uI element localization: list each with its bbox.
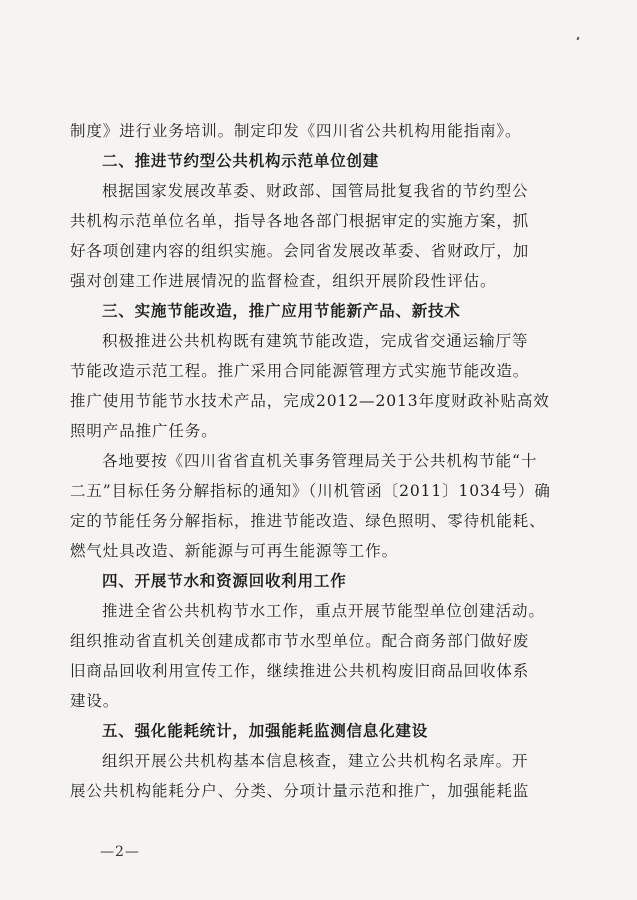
paragraph-line: 各地要按《四川省省直机关事务管理局关于公共机构节能“十	[102, 452, 538, 470]
paragraph-line: 二五”目标任务分解指标的通知》（川机管函〔2011〕1034号）确	[70, 482, 551, 500]
paragraph-line: 照明产品推广任务。	[70, 422, 218, 440]
paragraph-line: 好各项创建内容的组织实施。会同省发展改革委、省财政厅，加	[70, 242, 530, 260]
section-heading-4: 四、开展节水和资源回收利用工作	[102, 571, 347, 590]
paragraph-line: 积极推进公共机构既有建筑节能改造，完成省交通运输厅等	[102, 332, 529, 350]
section-heading-3: 三、实施节能改造，推广应用节能新产品、新技术	[102, 301, 461, 320]
paragraph-line: 推广使用节能节水技术产品，完成2012—2013年度财政补贴高效	[70, 392, 550, 410]
paragraph-line: 推进全省公共机构节水工作，重点开展节能型单位创建活动。	[102, 602, 545, 620]
paragraph-line: 旧商品回收利用宣传工作，继续推进公共机构废旧商品回收体系	[70, 662, 530, 680]
paragraph-line: 根据国家发展改革委、财政部、国管局批复我省的节约型公	[102, 182, 529, 200]
paragraph-line: 建设。	[70, 692, 120, 710]
page-number: —2—	[100, 844, 140, 860]
document-body	[70, 116, 570, 806]
section-heading-5: 五、强化能耗统计，加强能耗监测信息化建设	[102, 721, 429, 740]
paragraph-line: 强对创建工作进展情况的监督检查，组织开展阶段性评估。	[70, 272, 497, 290]
paragraph-line: 组织推动省直机关创建成都市节水型单位。配合商务部门做好废	[70, 632, 530, 650]
paragraph-line: 展公共机构能耗分户、分类、分项计量示范和推广，加强能耗监	[70, 782, 530, 800]
section-heading-2: 二、推进节约型公共机构示范单位创建	[102, 151, 380, 170]
scan-speck	[577, 37, 580, 41]
paragraph-line: 组织开展公共机构基本信息核查，建立公共机构名录库。开	[102, 752, 529, 770]
paragraph-line: 节能改造示范工程。推广采用合同能源管理方式实施节能改造。	[70, 362, 530, 380]
paragraph-line: 共机构示范单位名单，指导各地各部门根据审定的实施方案，抓	[70, 212, 530, 230]
paragraph-line: 定的节能任务分解指标，推进节能改造、绿色照明、零待机能耗、	[70, 512, 546, 530]
paragraph-line: 制度》进行业务培训。制定印发《四川省公共机构用能指南》。	[70, 122, 522, 140]
paragraph-line: 燃气灶具改造、新能源与可再生能源等工作。	[70, 542, 399, 560]
